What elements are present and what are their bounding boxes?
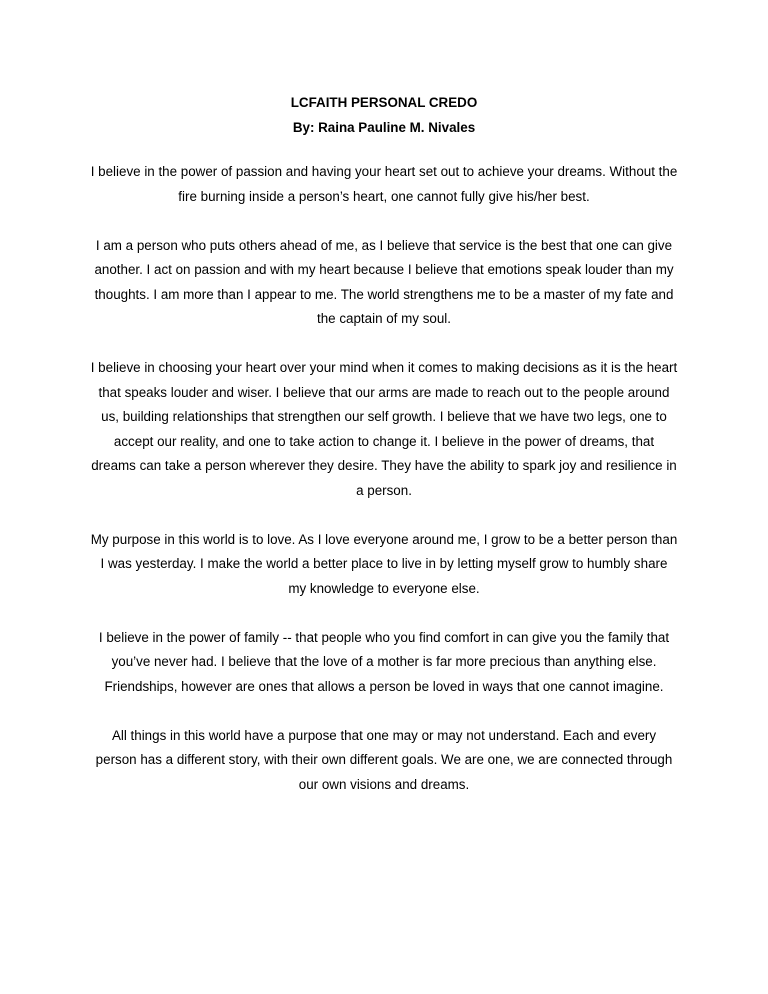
document-title: LCFAITH PERSONAL CREDO <box>290 95 478 110</box>
document-header <box>0 91 768 140</box>
credo-body <box>90 160 678 822</box>
paragraph-heart-over-mind: I believe in choosing your heart over your mind when it comes to making decisions as it is the heart that speaks louder and wiser. I believe that our arms are made to reach out to the people around us, building relationships that strengthen our self growth. I believe that we have two legs, one to accept our reality, and one to take action to change it. I believe in the power of dreams, that dreams can take a person wherever they desire. They have the ability to spark joy and resilience in a person. <box>90 360 678 498</box>
paragraph-purpose: My purpose in this world is to love. As I love everyone around me, I grow to be a better person than I was yesterday. I make the world a better place to live in by letting myself grow to humbly share my knowledge to everyone else. <box>90 531 678 596</box>
author-byline: By: Raina Pauline M. Nivales <box>292 119 476 135</box>
paragraph-connection: All things in this world have a purpose that one may or may not understand. Each and every person has a different story, with their own different goals. We are one, we are connected through our own visions and dreams. <box>95 727 673 792</box>
paragraph-family: I believe in the power of family -- that people who you find comfort in can give you the family that you’ve never had. I believe that the love of a mother is far more precious than anything else. Friendships, however are ones that allows a person be loved in ways that one cannot imagine. <box>98 629 670 694</box>
paragraph-service: I am a person who puts others ahead of me, as I believe that service is the best that one can give another. I act on passion and with my heart because I believe that emotions speak louder than my thoughts. I am more than I appear to me. The world strengthens me to be a master of my fate and the captain of my soul. <box>94 237 674 326</box>
paragraph-passion: I believe in the power of passion and having your heart set out to achieve your dreams. Without the fire burning inside a person’s heart, one cannot fully give his/her best. <box>90 164 678 204</box>
